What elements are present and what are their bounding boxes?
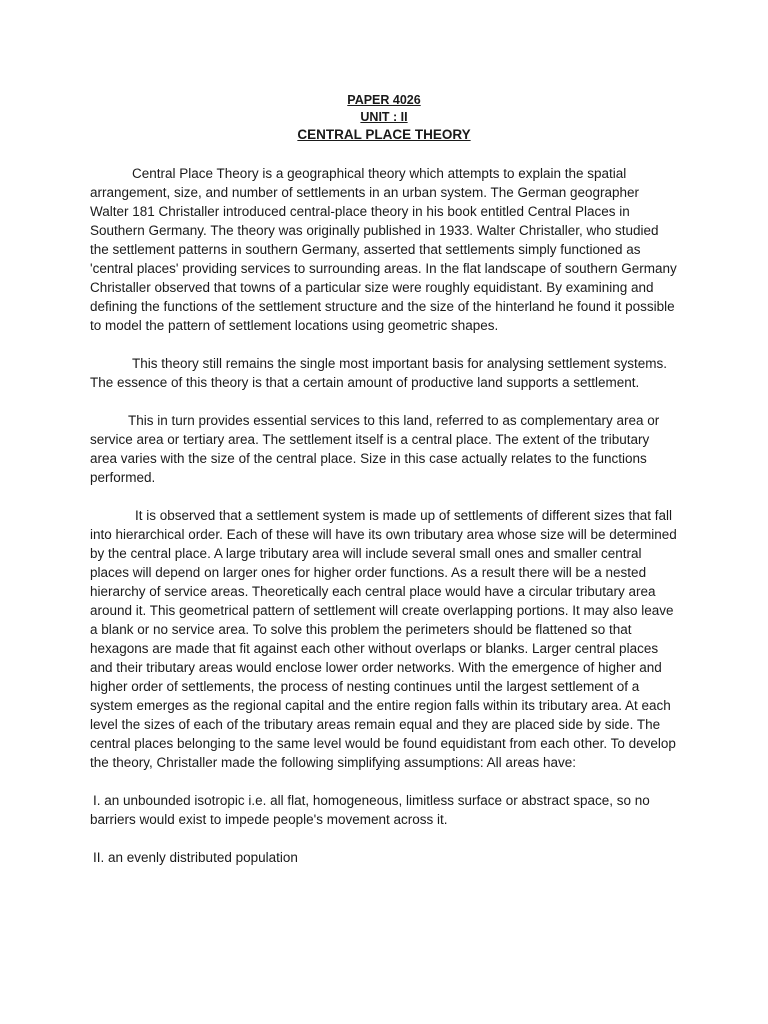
- paragraph-introduction: Central Place Theory is a geographical theory which attempts to explain the spatial arrangement, size, and number of settlements in an urban system. The German geographer Walter 181 Christaller introduced central-place theory in his book entitled Central Places in Southern Germany. The theory was originally published in 1933. Walter Christaller, who studied the settlement patterns in southern Germany, asserted that settlements simply functioned as 'central places' providing services to surrounding areas. In the flat landscape of southern Germany Christaller observed that towns of a particular size were roughly equidistant. By examining and defining the functions of the settlement structure and the size of the hinterland he found it possible to model the pattern of settlement locations using geometric shapes.: [90, 166, 677, 333]
- page-title: CENTRAL PLACE THEORY: [297, 127, 471, 142]
- paragraph-basis: This theory still remains the single most important basis for analysing settlement systems. The essence of this theory is that a certain amount of productive land supports a settlement.: [90, 356, 667, 390]
- assumption-item: I. an unbounded isotropic i.e. all flat, homogeneous, limitless surface or abstract space, so no barriers would exist to impede people's movement across it.: [90, 793, 650, 827]
- document-header: [0, 92, 768, 144]
- paper-number: PAPER 4026: [347, 93, 421, 107]
- paragraph-services: This in turn provides essential services to this land, referred to as complementary area or service area or tertiary area. The settlement itself is a central place. The extent of the tributary area varies with the size of the central place. Size in this case actually relates to the functions performed.: [90, 413, 660, 485]
- unit-label: UNIT : II: [360, 110, 408, 124]
- paragraph-hierarchy: It is observed that a settlement system is made up of settlements of different sizes that fall into hierarchical order. Each of these will have its own tributary area whose size will be determined by the central place. A large tributary area will include several small ones and smaller central places will depend on larger ones for higher order functions. As a result there will be a nested hierarchy of service areas. Theoretically each central place would have a circular tributary area around it. This geometrical pattern of settlement will create overlapping portions. It may also leave a blank or no service area. To solve this problem the perimeters should be flattened so that hexagons are made that fit against each other without overlaps or blanks. Larger central places and their tributary areas would enclose lower order networks. With the emergence of higher and higher order of settlements, the process of nesting continues until the largest settlement of a system emerges as the regional capital and the entire region falls within its tributary area. At each level the sizes of each of the tributary areas remain equal and they are placed side by side. The central places belonging to the same level would be found equidistant from each other. To develop the theory, Christaller made the following simplifying assumptions: All areas have:: [90, 508, 677, 770]
- document-body: [90, 164, 680, 886]
- assumption-item: II. an evenly distributed population: [93, 850, 298, 865]
